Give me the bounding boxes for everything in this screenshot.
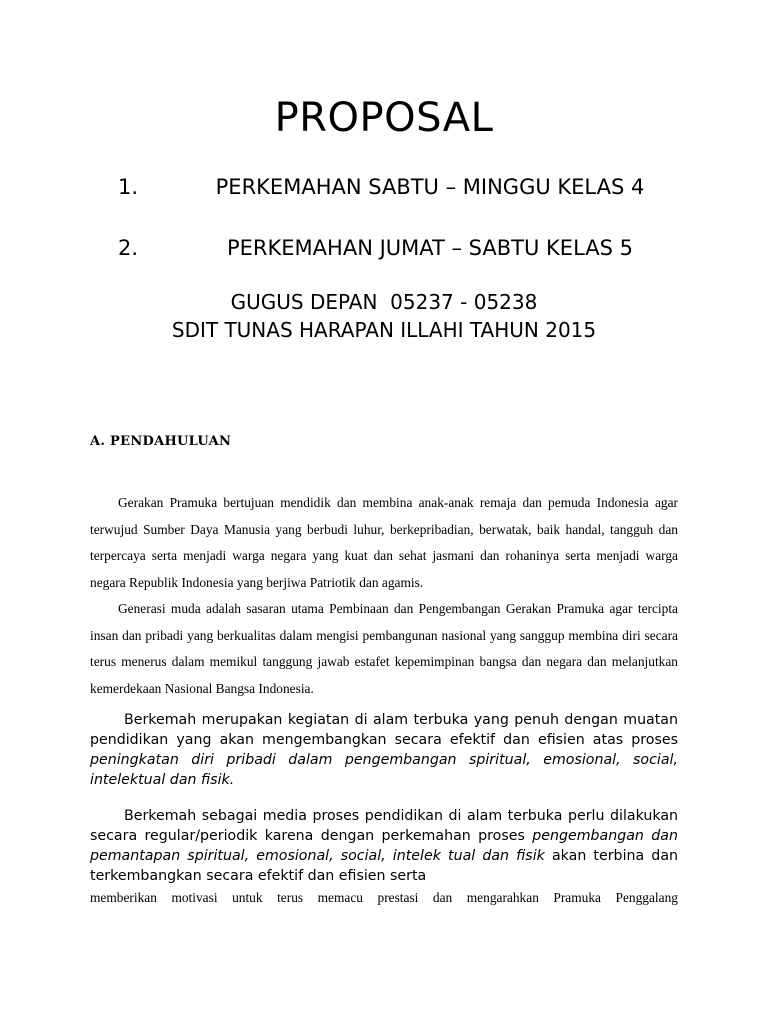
paragraph-4-italic: pengembangan dan pemantapan spiritual, emosional, social, intelek tual dan fisik (90, 828, 678, 864)
paragraph-4-text-end: akan terbina dan terkembangkan secara efektif dan efisien serta (90, 848, 678, 884)
organization-line-2: SDIT TUNAS HARAPAN ILLAHI TAHUN 2015 (171, 318, 597, 342)
paragraph-3-italic: peningkatan diri pribadi dalam pengembangan spiritual, emosional, social, intelektual dan fisik. (90, 752, 678, 788)
organization-block (0, 288, 768, 344)
section-heading: A. PENDAHULUAN (90, 434, 232, 449)
paragraph-3 (90, 710, 678, 790)
list-item-number: 2. (118, 236, 139, 260)
paragraph-4-text: Berkemah sebagai media proses pendidikan di alam terbuka perlu dilakukan secara regular/periodik karena dengan perkemahan proses (90, 808, 678, 844)
list-item-text: PERKEMAHAN JUMAT – SABTU KELAS 5 (226, 236, 633, 260)
paragraph-3-text: Berkemah merupakan kegiatan di alam terbuka yang penuh dengan muatan pendidikan yang akan mengembangkan secara efektif dan efisien atas proses (90, 712, 678, 748)
paragraph-2: Generasi muda adalah sasaran utama Pembinaan dan Pengembangan Gerakan Pramuka agar tercipta insan dan pribadi yang berkualitas dalam mengisi pembangunan nasional yang sanggup membina diri secara terus menerus dalam memikul tanggung jawab estafet kepemimpinan bangsa dan negara dan melanjutkan kemerdekaan Nasional Bangsa Indonesia. (90, 601, 678, 696)
paragraph-4 (90, 806, 678, 886)
list-item-number: 1. (118, 175, 139, 199)
paragraph-1: Gerakan Pramuka bertujuan mendidik dan membina anak-anak remaja dan pemuda Indonesia agar terwujud Sumber Daya Manusia yang berbudi luhur, berkepribadian, berwatak, baik handal, tangguh dan terpercaya serta menjadi warga negara yang kuat dan sehat jasmani dan rohaninya serta menjadi warga negara Republik Indonesia yang berjiwa Patriotik dan agamis. (90, 495, 678, 590)
list-item-text: PERKEMAHAN SABTU – MINGGU KELAS 4 (215, 175, 645, 199)
document-title: PROPOSAL (274, 95, 494, 141)
organization-line-1: GUGUS DEPAN 05237 - 05238 (230, 290, 538, 314)
paragraph-4-continuation: memberikan motivasi untuk terus memacu prestasi dan mengarahkan Pramuka Penggalang (90, 890, 678, 905)
intro-paragraphs (90, 490, 678, 702)
